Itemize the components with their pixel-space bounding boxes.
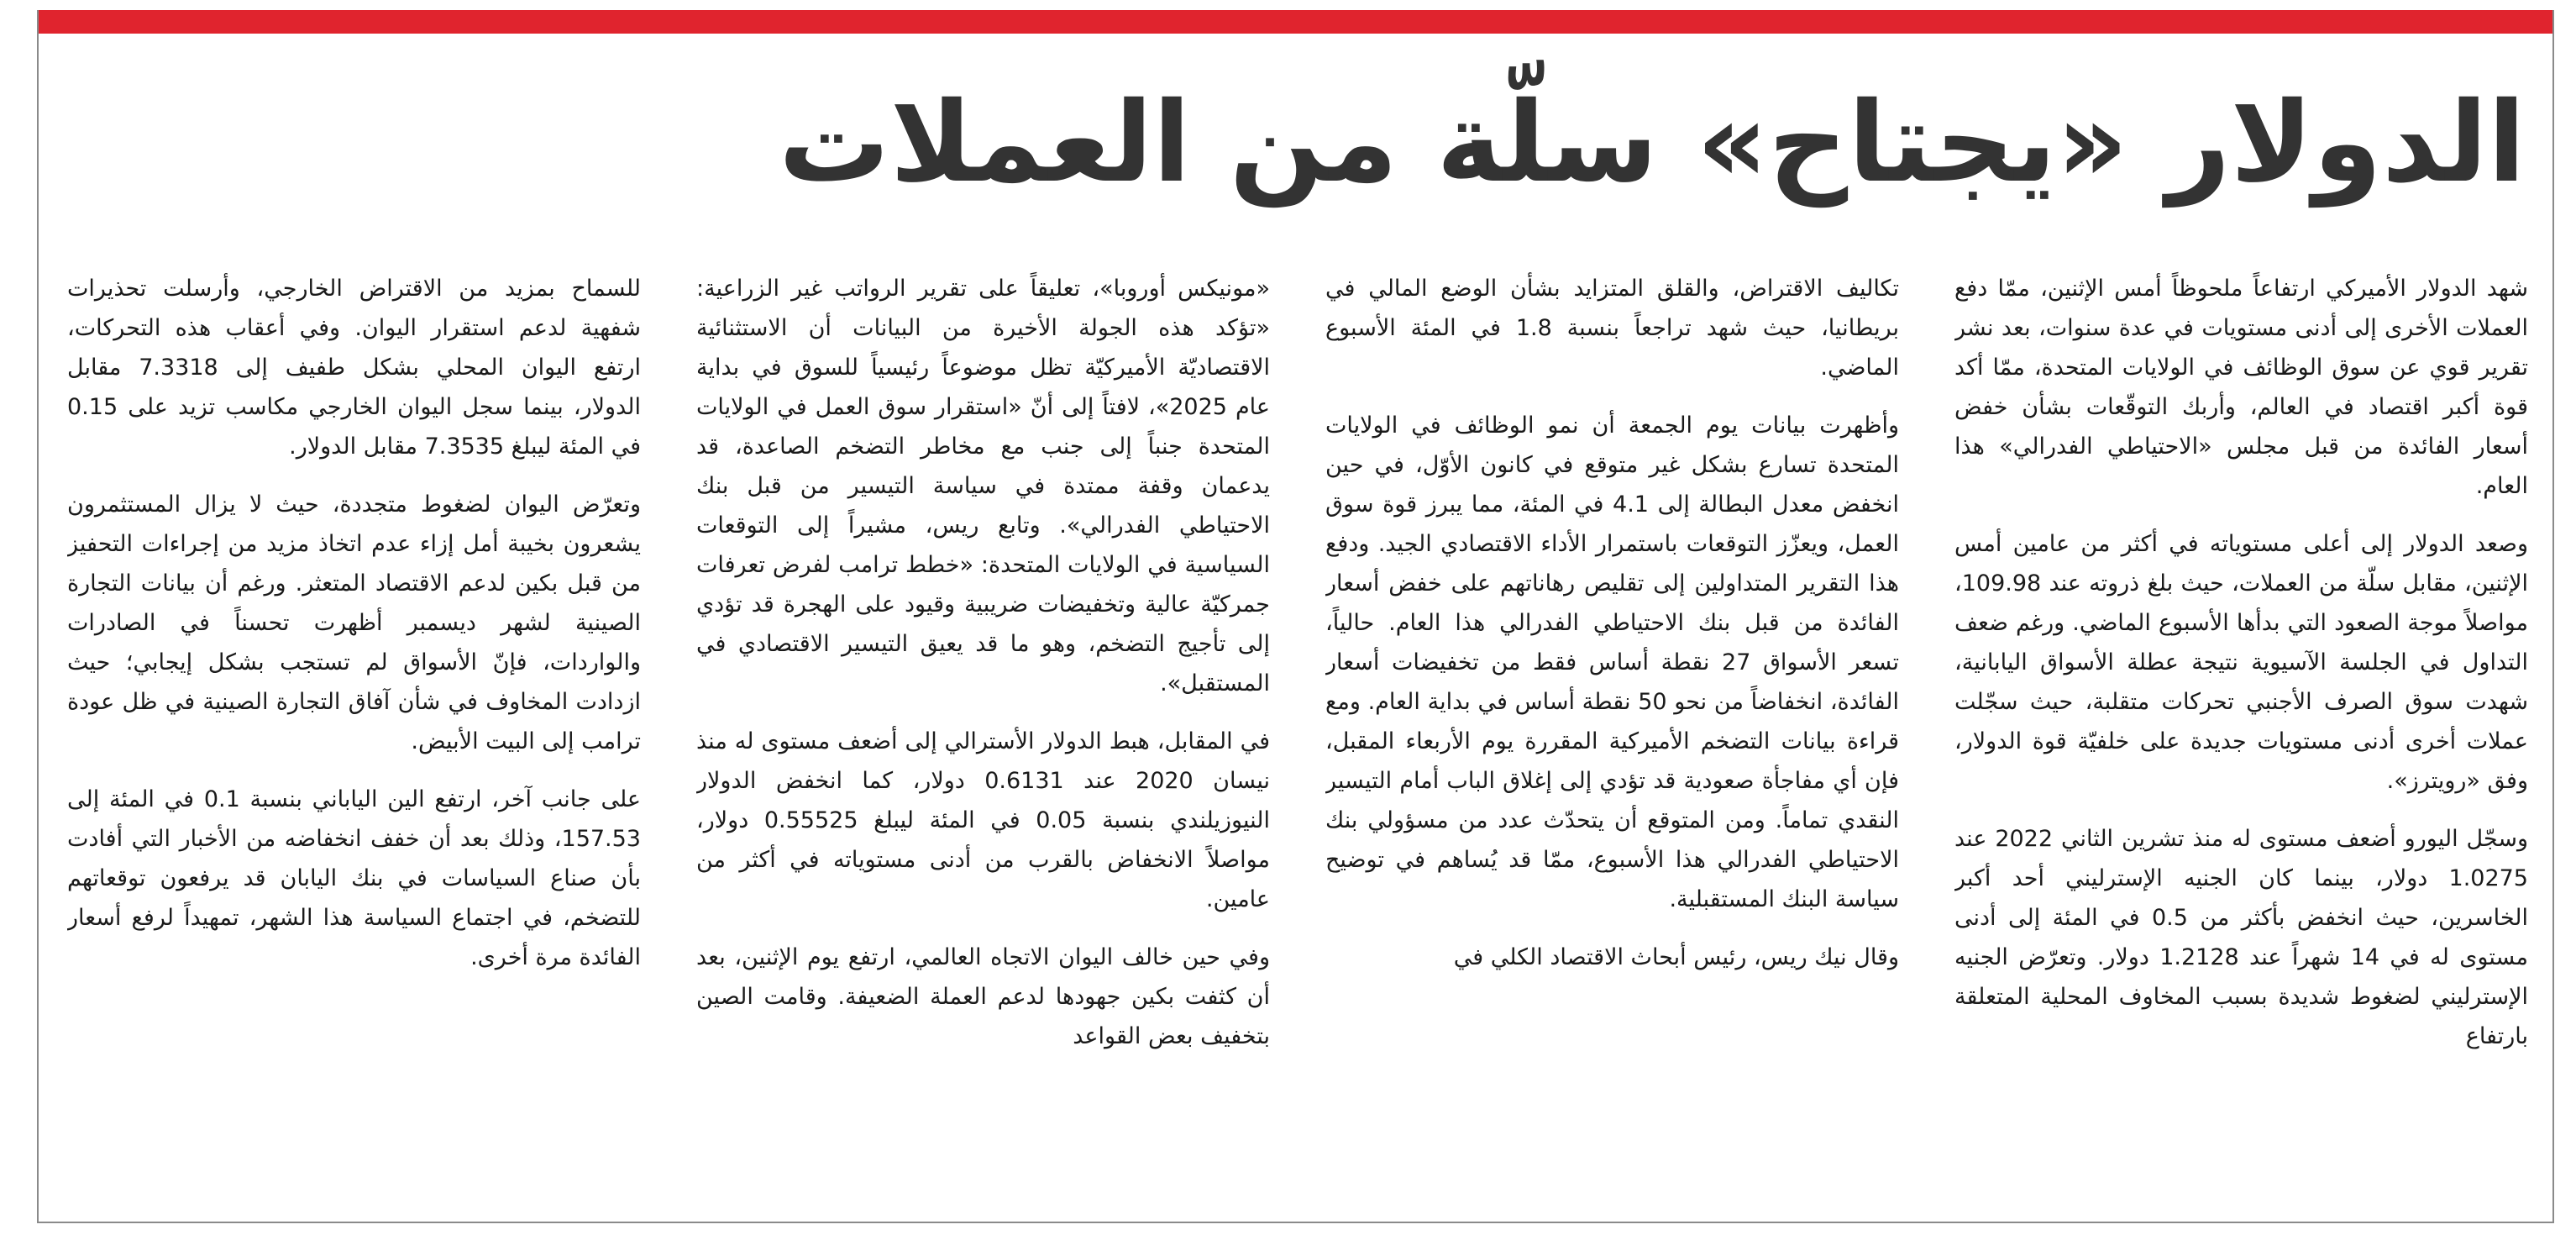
paragraph: على جانب آخر، ارتفع الين الياباني بنسبة 0.1 في المئة إلى 157.53، وذلك بعد أن خفف انخفاضه من الأخبار التي أفادت بأن صناع السياسات في بنك اليابان قد يرفعون توقعاتهم للتضخم، في اجتماع السياسة هذا الشهر، تمهيداً لرفع أسعار الفائدة مرة أخرى. (67, 786, 641, 970)
article-column-1 (1954, 269, 2528, 1210)
paragraph: وصعد الدولار إلى أعلى مستوياته في أكثر من عامين أمس الإثنين، مقابل سلّة من العملات، حيث بلغ ذروته عند 109.98، مواصلاً موجة الصعود التي بدأها الأسبوع الماضي. ورغم ضعف التداول في الجلسة الآسيوية نتيجة عطلة الأسواق اليابانية، شهدت سوق الصرف الأجنبي تحركات متقلبة، حيث سجّلت عملات أخرى أدنى مستويات جديدة على خلفيّة قوة الدولار، وفق «رويترز». (1954, 531, 2528, 794)
paragraph: شهد الدولار الأميركي ارتفاعاً ملحوظاً أمس الإثنين، ممّا دفع العملات الأخرى إلى أدنى مستويات في عدة سنوات، بعد نشر تقرير قوي عن سوق الوظائف في الولايات المتحدة، ممّا أكد قوة أكبر اقتصاد في العالم، وأربك التوقّعات بشأن خفض أسعار الفائدة من قبل مجلس «الاحتياطي الفدرالي» هذا العام. (1954, 276, 2528, 499)
article-column-4 (67, 269, 641, 1210)
paragraph: وفي حين خالف اليوان الاتجاه العالمي، ارتفع يوم الإثنين، بعد أن كثفت بكين جهودها لدعم العملة الضعيفة. وقامت الصين بتخفيف بعض القواعد (696, 944, 1270, 1049)
paragraph: وقال نيك ريس، رئيس أبحاث الاقتصاد الكلي في (1453, 944, 1899, 970)
paragraph: وسجّل اليورو أضعف مستوى له منذ تشرين الثاني 2022 عند 1.0275 دولار، بينما كان الجنيه الإسترليني أحد أكبر الخاسرين، حيث انخفض بأكثر من 0.5 في المئة إلى أدنى مستوى له في 14 شهراً عند 1.2128 دولار. وتعرّض الجنيه الإسترليني لضغوط شديدة بسبب المخاوف المحلية المتعلقة بارتفاع (1954, 826, 2528, 1049)
article-body (67, 269, 2528, 1210)
paragraph: تكاليف الاقتراض، والقلق المتزايد بشأن الوضع المالي في بريطانيا، حيث شهد تراجعاً بنسبة 1.8 في المئة الأسبوع الماضي. (1325, 276, 1899, 381)
paragraph: «مونيكس أوروبا»، تعليقاً على تقرير الرواتب غير الزراعية: «تؤكد هذه الجولة الأخيرة من البيانات أن الاستثنائية الاقتصاديّة الأميركيّة تظل موضوعاً رئيسياً للسوق في بداية عام 2025»، لافتاً إلى أنّ «استقرار سوق العمل في الولايات المتحدة جنباً إلى جنب مع مخاطر التضخم الصاعدة، قد يدعمان وقفة ممتدة في سياسة التيسير من قبل بنك الاحتياطي الفدرالي». وتابع ريس، مشيراً إلى التوقعات السياسية في الولايات المتحدة: «خطط ترامب لفرض تعرفات جمركيّة عالية وتخفيضات ضريبية وقيود على الهجرة قد تؤدي إلى تأجيج التضخم، وهو ما قد يعيق التيسير الاقتصادي في المستقبل». (696, 276, 1270, 696)
article-column-3 (696, 269, 1270, 1210)
article-headline: الدولار «يجتاح» سلّة من العملات (779, 78, 2526, 208)
paragraph: في المقابل، هبط الدولار الأسترالي إلى أضعف مستوى له منذ نيسان 2020 عند 0.6131 دولار، كما انخفض الدولار النيوزيلندي بنسبة 0.05 في المئة ليبلغ 0.55525 دولار، مواصلاً الانخفاض بالقرب من أدنى مستوياته في أكثر من عامين. (696, 728, 1270, 912)
paragraph: وأظهرت بيانات يوم الجمعة أن نمو الوظائف في الولايات المتحدة تسارع بشكل غير متوقع في كانون الأوّل، في حين انخفض معدل البطالة إلى 4.1 في المئة، مما يبرز قوة سوق العمل، ويعزّز التوقعات باستمرار الأداء الاقتصادي الجيد. ودفع هذا التقرير المتداولين إلى تقليص رهاناتهم على خفض أسعار الفائدة من قبل بنك الاحتياطي الفدرالي هذا العام. حالياً، تسعر الأسواق 27 نقطة أساس فقط من تخفيضات أسعار الفائدة، انخفاضاً من نحو 50 نقطة أساس في بداية العام. ومع قراءة بيانات التضخم الأميركية المقررة يوم الأربعاء المقبل، فإن أي مفاجأة صعودية قد تؤدي إلى إغلاق الباب أمام التيسير النقدي تماماً. ومن المتوقع أن يتحدّث عدد من مسؤولي بنك الاحتياطي الفدرالي هذا الأسبوع، ممّا قد يُساهم في توضيح سياسة البنك المستقبلية. (1325, 413, 1899, 912)
article-column-2 (1325, 269, 1899, 1210)
paragraph: وتعرّض اليوان لضغوط متجددة، حيث لا يزال المستثمرون يشعرون بخيبة أمل إزاء عدم اتخاذ مزيد من إجراءات التحفيز من قبل بكين لدعم الاقتصاد المتعثر. ورغم أن بيانات التجارة الصينية لشهر ديسمبر أظهرت تحسناً في الصادرات والواردات، فإنّ الأسواق لم تستجب بشكل إيجابي؛ حيث ازدادت المخاوف في شأن آفاق التجارة الصينية في ظل عودة ترامب إلى البيت الأبيض. (67, 491, 641, 754)
paragraph: للسماح بمزيد من الاقتراض الخارجي، وأرسلت تحذيرات شفهية لدعم استقرار اليوان. وفي أعقاب هذه التحركات، ارتفع اليوان المحلي بشكل طفيف إلى 7.3318 مقابل الدولار، بينما سجل اليوان الخارجي مكاسب تزيد على 0.15 في المئة ليبلغ 7.3535 مقابل الدولار. (67, 276, 641, 460)
